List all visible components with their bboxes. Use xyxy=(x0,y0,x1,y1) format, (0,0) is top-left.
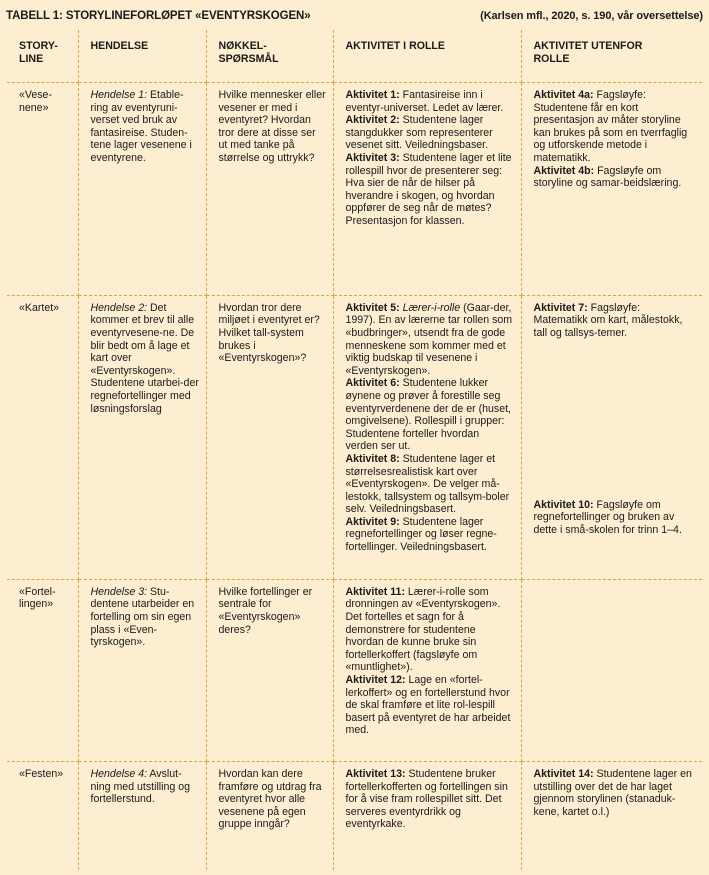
hendelse-cell: Hendelse 4: Avslut-ning med utstilling og fortellerstund. xyxy=(78,762,206,870)
activity-outside-role-cell: Aktivitet 14: Studentene lager en utstilling over det de har laget gjennom storylinen (stanaduk-kene, kartet o.l.) xyxy=(521,762,702,870)
header-storyline: STORY- LINE xyxy=(7,30,78,83)
header-row xyxy=(7,30,702,83)
table-source: (Karlsen mfl., 2020, s. 190, vår oversettelse) xyxy=(480,10,703,22)
table-caption xyxy=(6,6,703,26)
table-row xyxy=(7,295,702,579)
activity-outside-role-cell xyxy=(521,579,702,761)
storyline-table xyxy=(7,30,702,870)
storyline-cell: «Fortel-lingen» xyxy=(7,579,78,761)
hendelse-cell: Hendelse 1: Etable-ring av eventyruni-verset ved bruk av fantasireise. Studen-tene lager vesenene i eventyrene. xyxy=(78,83,206,296)
table-title: TABELL 1: STORYLINEFORLØPET «EVENTYRSKOGEN» xyxy=(6,10,311,22)
header-aktivitet-utenfor-rolle: AKTIVITET UTENFOR ROLLE xyxy=(521,30,702,83)
activity-outside-role-cell: Aktivitet 4a: Fagsløyfe: Studentene får en kort presentasjon av måter storyline kan brukes på som en tverrfaglig og utforskende metode i matematikk. Aktivitet 4b: Fagsløyfe om storyline og samar-beidslæring. xyxy=(521,83,702,296)
header-aktivitet-i-rolle: AKTIVITET I ROLLE xyxy=(333,30,521,83)
question-cell: Hvilke mennesker eller vesener er med i eventyret? Hvordan tror dere at disse ser ut med tanke på størrelse og uttrykk? xyxy=(206,83,333,296)
table-row xyxy=(7,83,702,296)
storyline-cell: «Kartet» xyxy=(7,295,78,579)
activity-in-role-cell: Aktivitet 13: Studentene bruker fortellerkofferten og fortellingen sin for å vise fram rollespillet sitt. Det serveres eventyrdrikk og eventyrkake. xyxy=(333,762,521,870)
storyline-cell: «Vese-nene» xyxy=(7,83,78,296)
table-row xyxy=(7,762,702,870)
activity-in-role-cell: Aktivitet 11: Lærer-i-rolle som dronningen av «Eventyrskogen». Det fortelles et sagn for å demonstrere for studentene hvordan de kunne bruke sin fortellerkoffert (fagsløyfe om «muntlighet»). Aktivitet 12: Lage en «fortel-lerkoffert» og en fortellerstund hvor de skal framføre et lite rol-lespill basert på eventyret de har arbeidet med. xyxy=(333,579,521,761)
activity-in-role-cell: Aktivitet 1: Fantasireise inn i eventyr-universet. Ledet av lærer. Aktivitet 2: Studentene lager stangdukker som representerer vesenet sitt. Veiledningsbaser. Aktivitet 3: Studentene lager et lite rollespill hvor de presenterer seg: Hva sier de når de hilser på hverandre i skogen, og hvordan oppfører de seg når de møtes? Presentasjon for klassen. xyxy=(333,83,521,296)
activity-in-role-cell: Aktivitet 5: Lærer-i-rolle (Gaar-der, 1997). En av lærerne tar rollen som «budbringer», utsendt fra de gode menneskene som kommer med et viktig budskap til vesenene i «Eventyrskogen». Aktivitet 6: Studentene lukker øynene og prøver å forestille seg eventyrverdenene der de er (huset, omgivelsene). Rollespill i grupper: Studentene forteller hvordan verden ser ut. Aktivitet 8: Studentene lager et størrelsesrealistisk kart over «Eventyrskogen». De velger må-lestokk, tallsystem og tallsym-boler selv. Veiledningsbasert. Aktivitet 9: Studentene lager regnefortellinger og løser regne-fortellinger. Veiledningsbasert. xyxy=(333,295,521,579)
header-hendelse: HENDELSE xyxy=(78,30,206,83)
table-row xyxy=(7,579,702,761)
question-cell: Hvordan tror dere miljøet i eventyret er? Hvilket tall-system brukes i «Eventyrskogen»? xyxy=(206,295,333,579)
storyline-cell: «Festen» xyxy=(7,762,78,870)
question-cell: Hvilke fortellinger er sentrale for «Eventyrskogen» deres? xyxy=(206,579,333,761)
header-nokkelsporsmal: NØKKEL- SPØRSMÅL xyxy=(206,30,333,83)
hendelse-cell: Hendelse 2: Det kommer et brev til alle eventyrvesene-ne. De blir bedt om å lage et kart over «Eventyrskogen». Studentene utarbei-der regnefortellinger med løsningsforslag xyxy=(78,295,206,579)
hendelse-cell: Hendelse 3: Stu-dentene utarbeider en fortelling om sin egen plass i «Even-tyrskogen». xyxy=(78,579,206,761)
activity-outside-role-cell: Aktivitet 7: Fagsløyfe: Matematikk om kart, målestokk, tall og tallsys-temer. Aktivitet 10: Fagsløyfe om regnefortellinger og bruken av dette i små-skolen for trinn 1–4. xyxy=(521,295,702,579)
question-cell: Hvordan kan dere framføre og utdrag fra eventyret hvor alle vesenene på egen gruppe inngår? xyxy=(206,762,333,870)
